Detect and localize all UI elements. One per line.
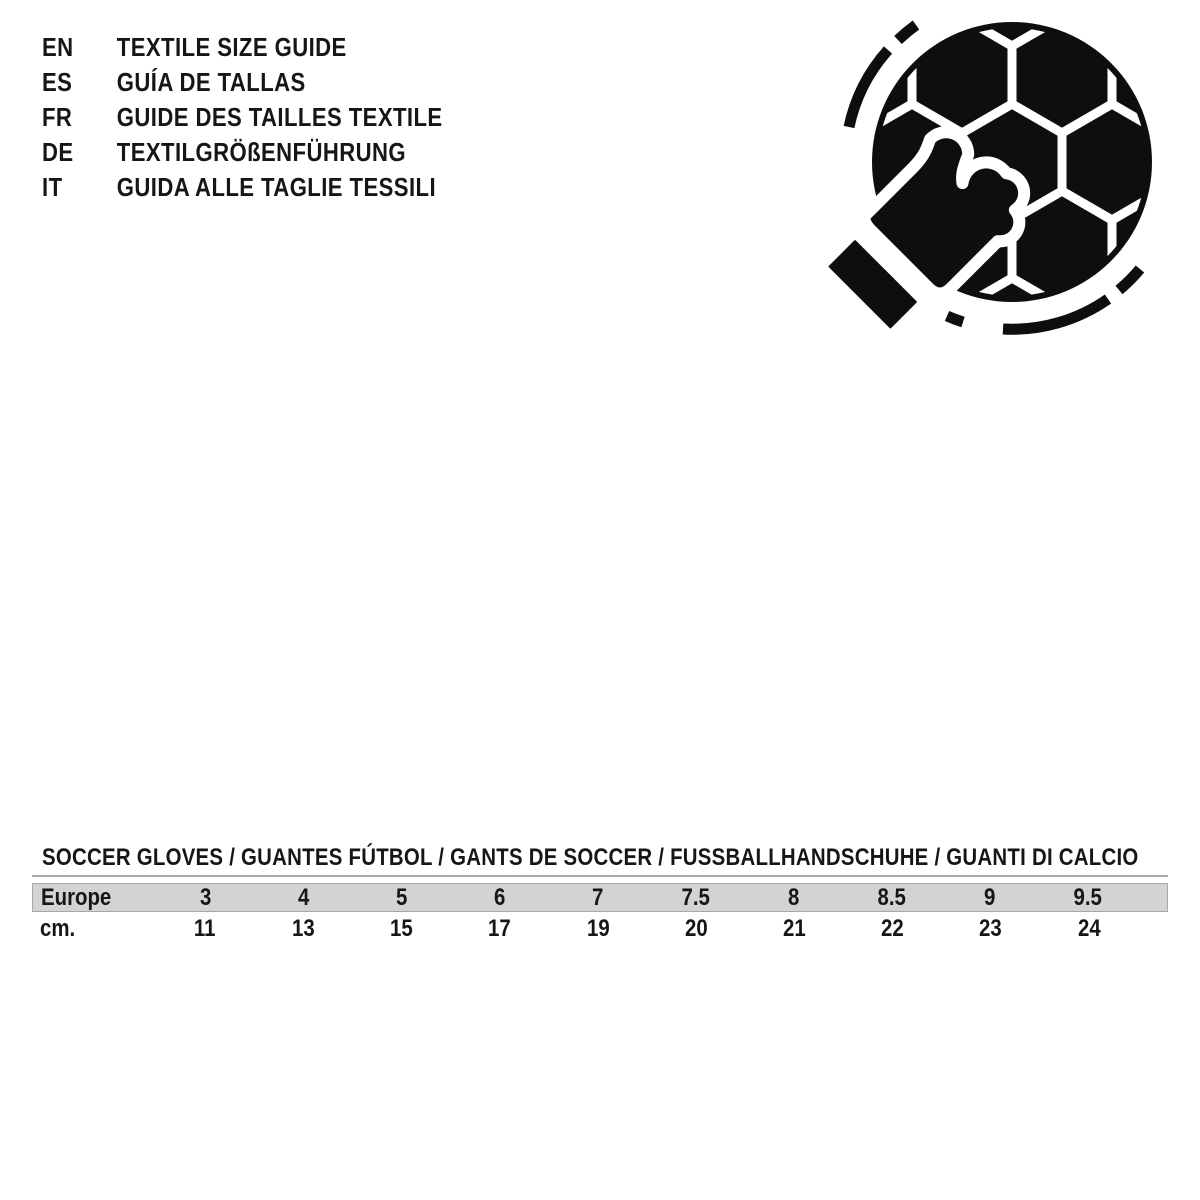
language-row-fr xyxy=(42,100,443,135)
size-cell xyxy=(156,915,254,943)
language-label: GUIDE DES TAILLES TEXTILE xyxy=(116,102,443,132)
language-row-en xyxy=(42,30,443,65)
language-row-es xyxy=(42,65,443,100)
size-cell xyxy=(157,884,255,912)
language-label: TEXTILE SIZE GUIDE xyxy=(116,32,347,62)
size-value: 13 xyxy=(291,914,315,942)
size-cell xyxy=(843,915,941,943)
language-code: DE xyxy=(42,137,74,167)
size-cell xyxy=(353,884,451,912)
size-cell xyxy=(549,884,647,912)
size-guide-section xyxy=(32,846,1168,945)
row-label-europe xyxy=(33,884,157,912)
language-label: GUIDA ALLE TAGLIE TESSILI xyxy=(116,172,437,202)
size-cell xyxy=(647,915,745,943)
size-value: 23 xyxy=(979,914,1003,942)
size-cell xyxy=(451,915,549,943)
size-cell xyxy=(254,915,352,943)
language-list xyxy=(42,30,443,205)
size-value: 19 xyxy=(586,914,610,942)
row-label-text: cm. xyxy=(40,914,76,942)
size-value: 9 xyxy=(984,883,996,911)
size-value: 11 xyxy=(194,914,216,942)
size-value: 21 xyxy=(782,914,806,942)
size-cell xyxy=(941,884,1039,912)
size-guide-title: SOCCER GLOVES / GUANTES FÚTBOL / GANTS DE SOCCER / FUSSBALLHANDSCHUHE / GUANTI DI CALCIO xyxy=(42,844,1139,871)
language-row-it xyxy=(42,170,443,205)
language-code: FR xyxy=(42,102,73,132)
size-value: 24 xyxy=(1077,914,1101,942)
language-code: ES xyxy=(42,67,73,97)
size-table-europe-row xyxy=(32,883,1168,912)
size-value: 6 xyxy=(494,883,506,911)
goalkeeper-glove-soccer-ball-icon xyxy=(815,2,1190,372)
size-cell xyxy=(549,915,647,943)
size-cell xyxy=(843,884,941,912)
size-value: 8.5 xyxy=(877,883,907,911)
language-code: EN xyxy=(42,32,74,62)
size-value: 7.5 xyxy=(681,883,711,911)
size-value: 15 xyxy=(390,914,413,942)
size-value: 9.5 xyxy=(1073,883,1103,911)
size-table-cm-row xyxy=(32,912,1168,945)
size-value: 17 xyxy=(488,914,512,942)
size-cell xyxy=(647,884,745,912)
size-table-top-rule xyxy=(32,875,1168,877)
size-cell xyxy=(745,884,843,912)
language-label: TEXTILGRÖßENFÜHRUNG xyxy=(116,137,407,167)
size-value: 3 xyxy=(200,883,212,911)
size-cell xyxy=(942,915,1040,943)
glove-ball-svg xyxy=(815,2,1190,372)
size-value: 5 xyxy=(396,883,408,911)
size-value: 22 xyxy=(881,914,904,942)
row-label-cm xyxy=(32,915,156,943)
size-cell xyxy=(1039,884,1137,912)
size-cell xyxy=(352,915,450,943)
size-value: 4 xyxy=(298,883,310,911)
size-value: 7 xyxy=(592,883,604,911)
language-row-de xyxy=(42,135,443,170)
size-value: 8 xyxy=(788,883,800,911)
language-code: IT xyxy=(42,172,63,202)
size-cell xyxy=(1040,915,1138,943)
language-label: GUÍA DE TALLAS xyxy=(116,67,306,97)
size-cell xyxy=(255,884,353,912)
size-value: 20 xyxy=(684,914,708,942)
size-cell xyxy=(451,884,549,912)
size-cell xyxy=(745,915,843,943)
row-label-text: Europe xyxy=(41,883,112,911)
